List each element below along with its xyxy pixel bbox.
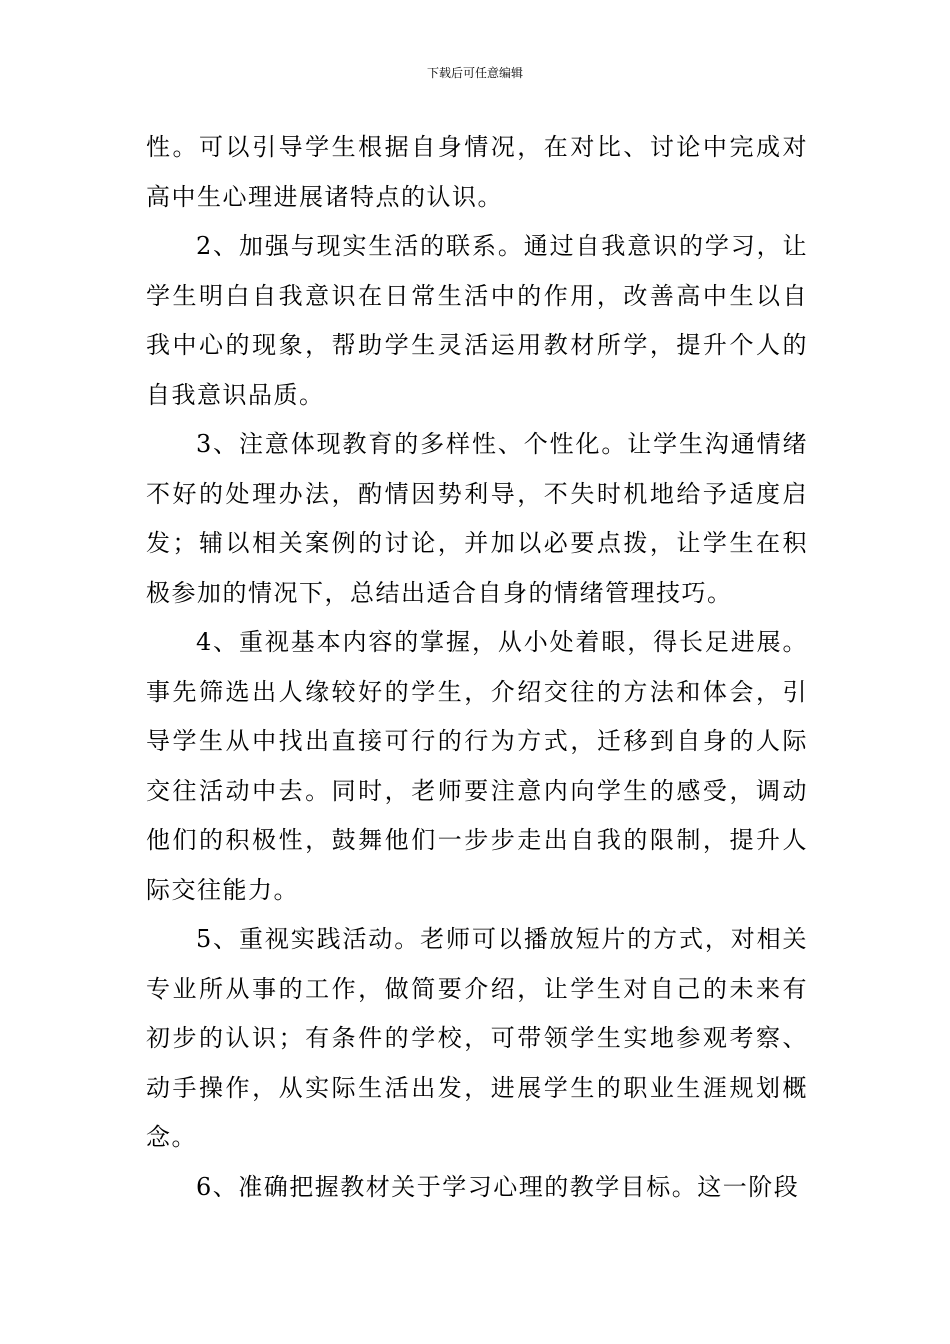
page-header: 下载后可任意编辑 — [426, 66, 523, 80]
document-body — [146, 123, 808, 1212]
paragraph-5: 5、重视实践活动。老师可以播放短片的方式，对相关专业所从事的工作，做简要介绍，让学生对自己的未来有初步的认识；有条件的学校，可带领学生实地参观考察、动手操作，从实际生活出发，进展学生的职业生涯规划概念。 — [146, 925, 808, 1151]
paragraph-6: 6、准确把握教材关于学习心理的教学目标。这一阶段 — [196, 1172, 800, 1201]
paragraph-1: 性。可以引导学生根据自身情况，在对比、讨论中完成对高中生心理进展诸特点的认识。 — [146, 133, 808, 211]
paragraph-3: 3、注意体现教育的多样性、个性化。让学生沟通情绪不好的处理办法，酌情因势利导，不失时机地给予适度启发；辅以相关案例的讨论，并加以必要点拨，让学生在积极参加的情况下，总结出适合自身的情绪管理技巧。 — [146, 430, 808, 607]
paragraph-2: 2、加强与现实生活的联系。通过自我意识的学习，让学生明白自我意识在日常生活中的作用，改善高中生以自我中心的现象，帮助学生灵活运用教材所学，提升个人的自我意识品质。 — [146, 232, 808, 409]
paragraph-4: 4、重视基本内容的掌握，从小处着眼，得长足进展。事先筛选出人缘较好的学生，介绍交往的方法和体会，引导学生从中找出直接可行的行为方式，迁移到自身的人际交往活动中去。同时，老师要注意内向学生的感受，调动他们的积极性，鼓舞他们一步步走出自我的限制，提升人际交往能力。 — [146, 628, 808, 904]
